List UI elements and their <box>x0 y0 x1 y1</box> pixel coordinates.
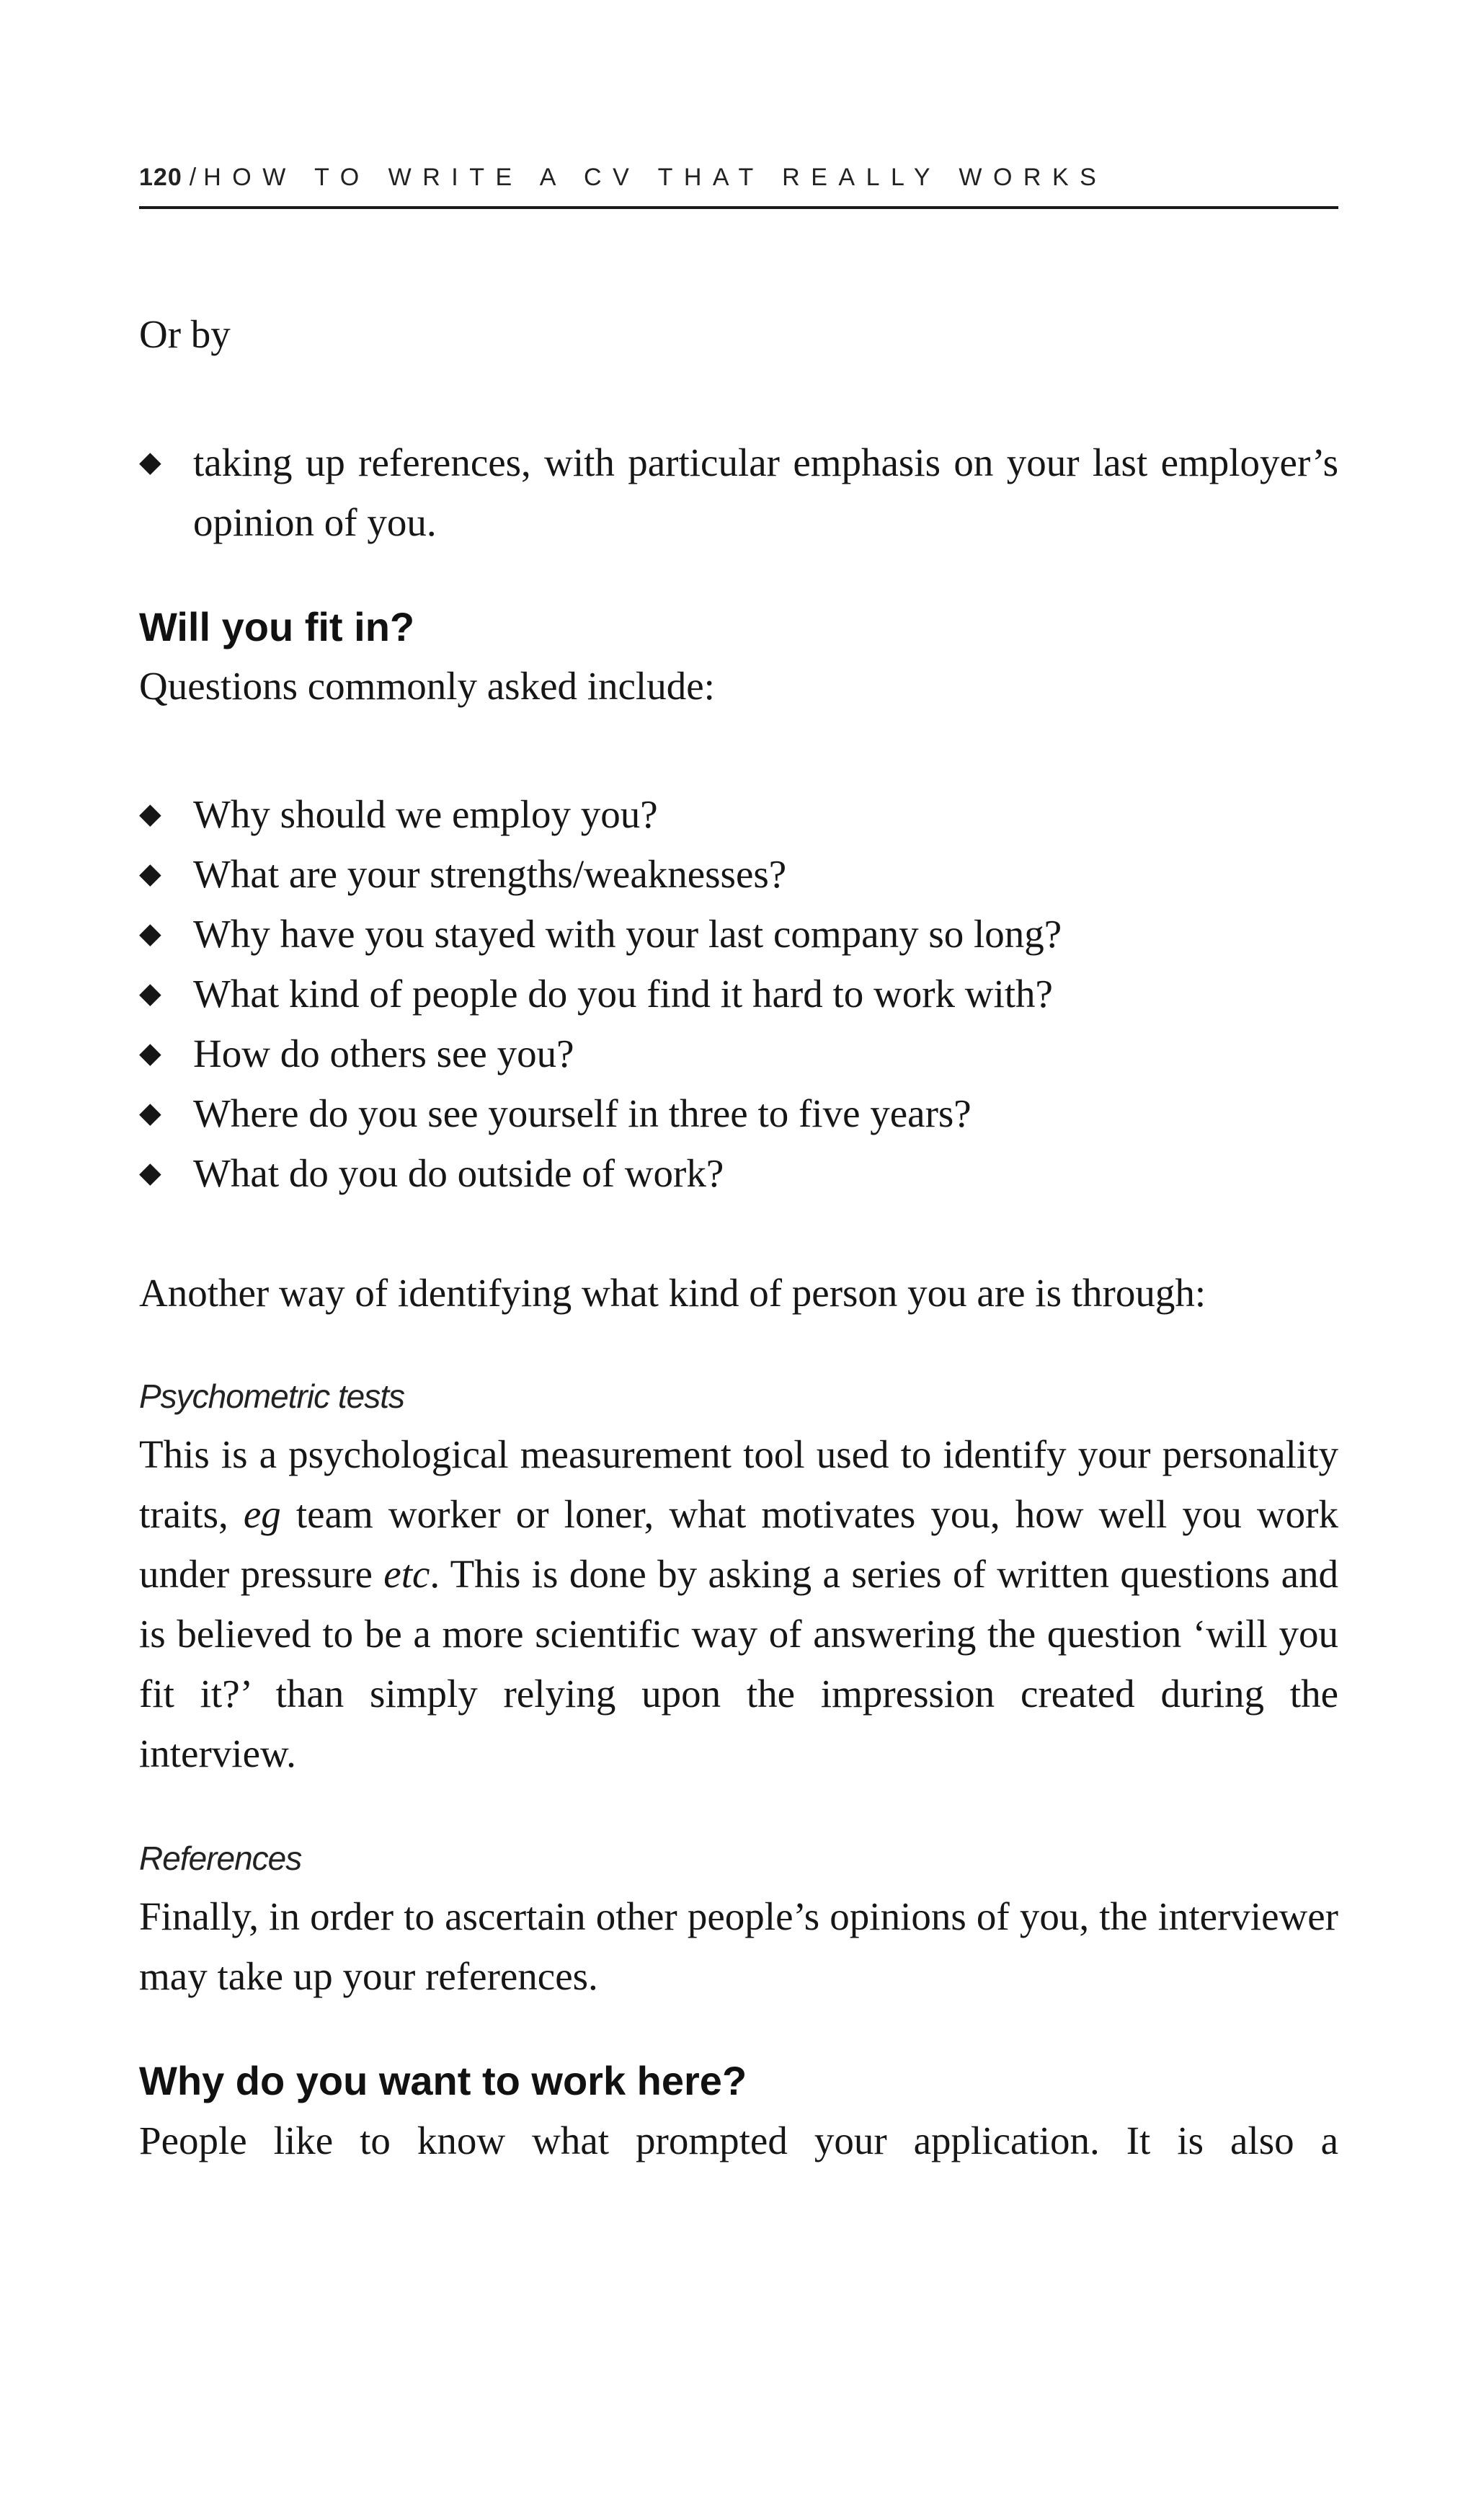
heading-will-you-fit-in: Will you fit in? <box>139 604 415 649</box>
list-item-text: What are your strengths/weaknesses? <box>193 852 787 896</box>
diamond-bullet-icon: ◆ <box>139 797 161 830</box>
list-item <box>139 432 1338 552</box>
book-page <box>139 0 1338 2520</box>
eg-abbreviation: eg <box>243 1492 281 1536</box>
diamond-bullet-icon: ◆ <box>139 445 161 479</box>
list-item-text: How do others see you? <box>193 1031 574 1075</box>
psychometric-text-part-1: This is a psychological measurement tool used to identify your personality traits, <box>139 1432 1338 1536</box>
psychometric-text-part-2: team worker or loner, what motivates you, how well you work under pressure <box>139 1492 1338 1596</box>
psychometric-text-part-3: . This is done by asking a series of written questions and is believed to be a more scientific way of answering the question ‘will you fit it?’ than simply relying upon the impression created during the interview. <box>139 1552 1338 1775</box>
references-paragraph: Finally, in order to ascertain other people’s opinions of you, the interviewer may take up your references. <box>139 1894 1338 1998</box>
list-item <box>139 1143 1338 1203</box>
list-item-text: Why have you stayed with your last company so long? <box>193 912 1062 956</box>
list-item <box>139 1083 1338 1143</box>
diamond-bullet-icon: ◆ <box>139 857 161 890</box>
diamond-bullet-icon: ◆ <box>139 917 161 950</box>
list-item-text: What do you do outside of work? <box>193 1151 724 1195</box>
list-item-text: taking up references, with particular emphasis on your last employer’s opinion of you. <box>193 440 1338 544</box>
questions-lead: Questions commonly asked include: <box>139 664 715 708</box>
diamond-bullet-icon: ◆ <box>139 1156 161 1189</box>
list-item <box>139 964 1338 1024</box>
another-way-text: Another way of identifying what kind of person you are is through: <box>139 1271 1206 1315</box>
subheading-psychometric-tests: Psychometric tests <box>139 1377 404 1415</box>
header-rule <box>139 206 1338 209</box>
psychometric-paragraph <box>139 1424 1338 1783</box>
book-title: HOW TO WRITE A CV THAT REALLY WORKS <box>203 164 1108 191</box>
diamond-bullet-icon: ◆ <box>139 1037 161 1070</box>
questions-list <box>139 784 1338 1203</box>
running-head-separator: / <box>189 164 197 191</box>
heading-why-work-here: Why do you want to work here? <box>139 2058 747 2103</box>
list-item <box>139 784 1338 844</box>
references-list <box>139 432 1338 552</box>
intro-text: Or by <box>139 312 231 356</box>
list-item-text: Why should we employ you? <box>193 792 658 836</box>
diamond-bullet-icon: ◆ <box>139 1096 161 1130</box>
subheading-references: References <box>139 1840 302 1877</box>
list-item <box>139 904 1338 964</box>
running-head <box>139 160 1338 195</box>
list-item-text: Where do you see yourself in three to five years? <box>193 1091 972 1135</box>
page-number: 120 <box>139 164 182 191</box>
etc-abbreviation: etc <box>383 1552 430 1596</box>
diamond-bullet-icon: ◆ <box>139 977 161 1010</box>
list-item <box>139 844 1338 904</box>
list-item-text: What kind of people do you find it hard to work with? <box>193 972 1053 1016</box>
list-item <box>139 1024 1338 1083</box>
why-work-here-paragraph: People like to know what prompted your application. It is also a <box>139 2119 1338 2162</box>
